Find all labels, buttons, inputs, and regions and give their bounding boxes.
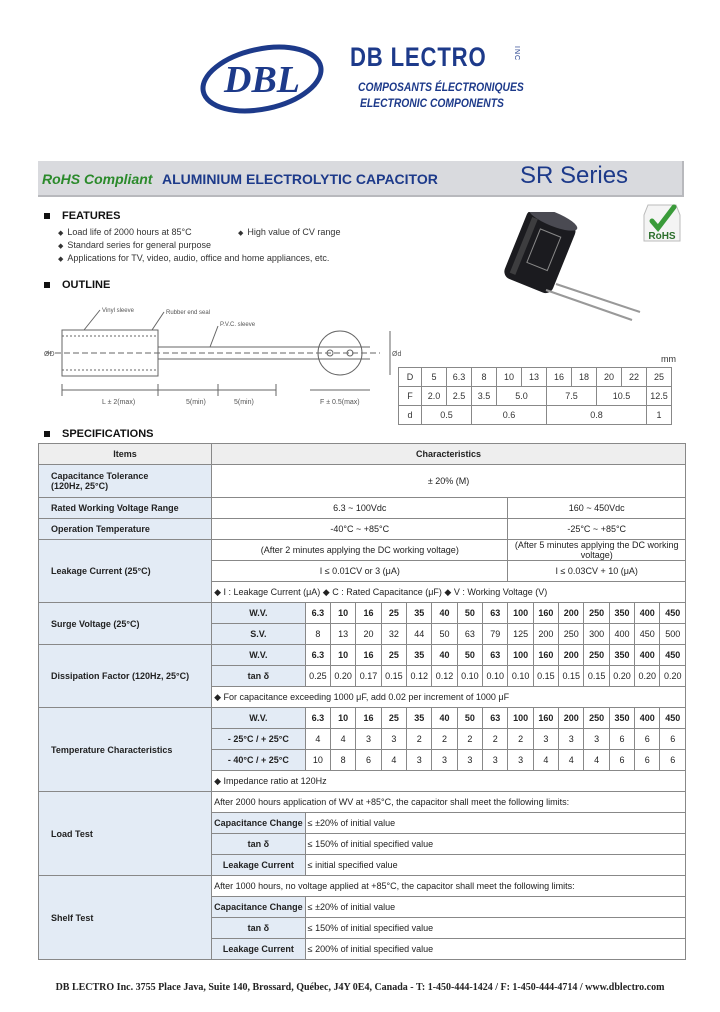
series-name: SR Series	[520, 162, 629, 189]
feature-item: ◆ Standard series for general purpose	[58, 240, 211, 250]
value-cell: 50	[457, 708, 482, 729]
value-cell: 0.25	[305, 666, 330, 687]
value-cell: 0.20	[660, 666, 686, 687]
value-cell: 100	[508, 645, 533, 666]
unit-label: mm	[661, 354, 676, 364]
value-cell: 6	[635, 729, 660, 750]
value-cell: 13	[331, 624, 356, 645]
load-test-label: Load Test	[39, 792, 212, 876]
temperature-char-label: Temperature Characteristics	[39, 708, 212, 792]
dim-row-label: D	[399, 368, 422, 387]
leakage-current-label: Leakage Current (25°C)	[39, 540, 212, 603]
value-cell: 250	[584, 708, 609, 729]
value-cell: 400	[609, 624, 634, 645]
table-row: Rated Working Voltage Range 6.3 ~ 100Vdc 160 ~ 450Vdc	[39, 498, 686, 519]
table-row: Capacitance Change ≤ ±20% of initial value	[39, 897, 686, 918]
value-cell: 6	[609, 729, 634, 750]
svg-text:5(min): 5(min)	[186, 399, 206, 406]
value-cell: 2	[407, 729, 432, 750]
value-cell: 400	[635, 603, 660, 624]
svg-text:Vinyl sleeve: Vinyl sleeve	[102, 308, 134, 314]
operation-temp-label: Operation Temperature	[39, 519, 212, 540]
value-cell: 63	[457, 624, 482, 645]
value-cell: 6	[660, 729, 686, 750]
value-cell: 400	[635, 645, 660, 666]
value-cell: 200	[559, 708, 584, 729]
value-cell: 79	[483, 624, 508, 645]
svg-text:F ± 0.5(max): F ± 0.5(max)	[320, 399, 360, 406]
value-cell: 160	[533, 645, 558, 666]
table-row: Shelf Test After 1000 hours, no voltage applied at +85°C, the capacitor shall meet the following limits:	[39, 876, 686, 897]
value-cell: 0.10	[483, 666, 508, 687]
value-cell: 200	[559, 645, 584, 666]
product-title: ALUMINIUM ELECTROLYTIC CAPACITOR	[162, 171, 438, 187]
value-cell: 250	[584, 645, 609, 666]
value-cell: 40	[432, 645, 457, 666]
value-cell: 350	[609, 603, 634, 624]
value-cell: 3	[559, 729, 584, 750]
value-cell: 0.20	[635, 666, 660, 687]
items-header: Items	[39, 444, 212, 465]
svg-text:Ød: Ød	[392, 351, 402, 358]
value-cell: 250	[559, 624, 584, 645]
table-row: Operation Temperature -40°C ~ +85°C -25°C ~ +85°C	[39, 519, 686, 540]
value-cell: 20	[356, 624, 381, 645]
value-cell: 0.15	[559, 666, 584, 687]
specifications-heading: SPECIFICATIONS	[44, 428, 153, 440]
value-cell: 25	[381, 603, 406, 624]
value-cell: 10	[331, 603, 356, 624]
value-cell: 3	[483, 750, 508, 771]
value-cell: 0.20	[609, 666, 634, 687]
table-row: F 2.0 2.5 3.5 5.0 7.5 10.5 12.5	[399, 387, 672, 406]
outline-heading: OUTLINE	[44, 279, 110, 291]
value-cell: 160	[533, 708, 558, 729]
capacitor-photo	[494, 212, 644, 324]
value-cell: 44	[407, 624, 432, 645]
value-cell: 4	[559, 750, 584, 771]
rohs-badge-text: RoHS	[648, 231, 676, 242]
table-row: Capacitance Change ≤ ±20% of initial value	[39, 813, 686, 834]
value-cell: 6	[609, 750, 634, 771]
table-row: S.V. 8 13 20 32 44 50 63 79 125 200 250 300 400 450 500	[39, 624, 686, 645]
value-cell: 10	[305, 750, 330, 771]
table-row: Surge Voltage (25°C) W.V. 6.3 10 16 25 35 40 50 63 100 160 200 250 350 400 450	[39, 603, 686, 624]
value-cell: 40	[432, 603, 457, 624]
value-cell: 350	[609, 708, 634, 729]
value-cell: 0.17	[356, 666, 381, 687]
feature-item: ◆ High value of CV range	[238, 227, 340, 237]
svg-text:L ± 2(max): L ± 2(max)	[102, 399, 136, 406]
value-cell: 250	[584, 603, 609, 624]
value-cell: 6	[635, 750, 660, 771]
rated-voltage-label: Rated Working Voltage Range	[39, 498, 212, 519]
shelf-test-label: Shelf Test	[39, 876, 212, 960]
svg-text:5(min): 5(min)	[234, 399, 254, 406]
table-row	[39, 444, 686, 465]
value-cell: 0.20	[331, 666, 356, 687]
value-cell: 50	[457, 603, 482, 624]
footer-contact: DB LECTRO Inc. 3755 Place Java, Suite 140, Brossard, Québec, J4Y 0E4, Canada - T: 1-450-444-1424 / F: 1-450-444-4714 / www.dblectro.com	[55, 982, 665, 993]
table-row: - 25°C / + 25°C 4 4 3 3 2 2 2 2 2 3 3 3 6 6 6	[39, 729, 686, 750]
value-cell: 25	[381, 708, 406, 729]
value-cell: 63	[483, 708, 508, 729]
brand-inc: INC	[513, 46, 520, 62]
specifications-table	[38, 443, 686, 960]
value-cell: 63	[483, 645, 508, 666]
value-cell: 2	[483, 729, 508, 750]
value-cell: 3	[508, 750, 533, 771]
value-cell: 8	[331, 750, 356, 771]
table-row: tan δ ≤ 150% of initial specified value	[39, 918, 686, 939]
value-cell: 35	[407, 603, 432, 624]
value-cell: 200	[533, 624, 558, 645]
table-row: - 40°C / + 25°C 10 8 6 4 3 3 3 3 3 4 4 4 6 6 6	[39, 750, 686, 771]
table-row: ◆ Impedance ratio at 120Hz	[39, 771, 686, 792]
outline-drawing	[40, 300, 402, 412]
svg-text:P.V.C. sleeve: P.V.C. sleeve	[220, 322, 256, 328]
value-cell: 0.10	[457, 666, 482, 687]
value-cell: 4	[331, 729, 356, 750]
table-row: ◆ I : Leakage Current (μA) ◆ C : Rated Capacitance (μF) ◆ V : Working Voltage (V)	[39, 582, 686, 603]
value-cell: 2	[508, 729, 533, 750]
value-cell: 100	[508, 708, 533, 729]
value-cell: 4	[584, 750, 609, 771]
value-cell: 0.10	[508, 666, 533, 687]
svg-text:ØD: ØD	[44, 351, 55, 358]
brand-name: DB LECTRO	[350, 42, 487, 72]
feature-item: ◆ Load life of 2000 hours at 85°C	[58, 227, 192, 237]
value-cell: 300	[584, 624, 609, 645]
value-cell: 50	[432, 624, 457, 645]
value-cell: 35	[407, 645, 432, 666]
value-cell: 25	[381, 645, 406, 666]
value-cell: 0.15	[533, 666, 558, 687]
value-cell: 450	[660, 645, 686, 666]
table-row: I ≤ 0.01CV or 3 (μA) I ≤ 0.03CV + 10 (μA)	[39, 561, 686, 582]
value-cell: 400	[635, 708, 660, 729]
value-cell: 16	[356, 645, 381, 666]
value-cell: 0.12	[432, 666, 457, 687]
value-cell: 450	[660, 708, 686, 729]
value-cell: 4	[381, 750, 406, 771]
value-cell: 3	[432, 750, 457, 771]
value-cell: 16	[356, 708, 381, 729]
value-cell: 160	[533, 603, 558, 624]
table-row: Leakage Current (25°C) (After 2 minutes applying the DC working voltage) (After 5 minutes applying the DC working voltage)	[39, 540, 686, 561]
tagline-fr: COMPOSANTS ÉLECTRONIQUES	[358, 80, 524, 94]
surge-voltage-label: Surge Voltage (25°C)	[39, 603, 212, 645]
dim-row-label: d	[399, 406, 422, 425]
value-cell: 6.3	[305, 708, 330, 729]
value-cell: 6	[660, 750, 686, 771]
features-heading: FEATURES	[44, 210, 120, 222]
value-cell: 32	[381, 624, 406, 645]
table-row: Capacitance Tolerance (120Hz, 25°C) ± 20% (M)	[39, 465, 686, 498]
value-cell: 50	[457, 645, 482, 666]
value-cell: 3	[533, 729, 558, 750]
dbl-logo	[198, 44, 326, 114]
rohs-compliant-label: RoHS Compliant	[42, 171, 153, 187]
value-cell: 3	[407, 750, 432, 771]
value-cell: 35	[407, 708, 432, 729]
table-row: d 0.5 0.6 0.8 1	[399, 406, 672, 425]
table-row: Leakage Current ≤ 200% of initial specified value	[39, 939, 686, 960]
value-cell: 350	[609, 645, 634, 666]
cap-tolerance-label: Capacitance Tolerance (120Hz, 25°C)	[39, 465, 212, 498]
value-cell: 6.3	[305, 603, 330, 624]
characteristics-header: Characteristics	[212, 444, 686, 465]
value-cell: 450	[660, 603, 686, 624]
table-row: Dissipation Factor (120Hz, 25°C) W.V. 6.3 10 16 25 35 40 50 63 100 160 200 250 350 400 450	[39, 645, 686, 666]
value-cell: 0.15	[584, 666, 609, 687]
table-row: Temperature Characteristics W.V. 6.3 10 16 25 35 40 50 63 100 160 200 250 350 400 450	[39, 708, 686, 729]
value-cell: 6.3	[305, 645, 330, 666]
value-cell: 500	[660, 624, 686, 645]
value-cell: 100	[508, 603, 533, 624]
value-cell: 3	[356, 729, 381, 750]
dissipation-factor-label: Dissipation Factor (120Hz, 25°C)	[39, 645, 212, 708]
value-cell: 4	[305, 729, 330, 750]
value-cell: 40	[432, 708, 457, 729]
rohs-badge-icon	[640, 201, 684, 245]
value-cell: 3	[381, 729, 406, 750]
value-cell: 3	[457, 750, 482, 771]
table-row: tan δ 0.25 0.20 0.17 0.15 0.12 0.12 0.10 0.10 0.10 0.15 0.15 0.15 0.20 0.20 0.20	[39, 666, 686, 687]
dimension-table	[398, 367, 672, 425]
value-cell: 10	[331, 708, 356, 729]
value-cell: 16	[356, 603, 381, 624]
value-cell: 0.15	[381, 666, 406, 687]
value-cell: 125	[508, 624, 533, 645]
value-cell: 3	[584, 729, 609, 750]
value-cell: 6	[356, 750, 381, 771]
value-cell: 63	[483, 603, 508, 624]
feature-item: ◆ Applications for TV, video, audio, office and home appliances, etc.	[58, 253, 329, 263]
value-cell: 10	[331, 645, 356, 666]
table-row: D 5 6.3 8 10 13 16 18 20 22 25	[399, 368, 672, 387]
dim-row-label: F	[399, 387, 422, 406]
table-row: Leakage Current ≤ initial specified value	[39, 855, 686, 876]
value-cell: 8	[305, 624, 330, 645]
svg-text:Rubber end seal: Rubber end seal	[166, 310, 211, 316]
value-cell: 2	[457, 729, 482, 750]
table-row: tan δ ≤ 150% of initial specified value	[39, 834, 686, 855]
value-cell: 450	[635, 624, 660, 645]
logo-text: DBL	[224, 59, 300, 101]
value-cell: 4	[533, 750, 558, 771]
value-cell: 200	[559, 603, 584, 624]
table-row: Load Test After 2000 hours application of WV at +85°C, the capacitor shall meet the following limits:	[39, 792, 686, 813]
value-cell: 0.12	[407, 666, 432, 687]
value-cell: 2	[432, 729, 457, 750]
table-row: ◆ For capacitance exceeding 1000 μF, add 0.02 per increment of 1000 μF	[39, 687, 686, 708]
tagline-en: ELECTRONIC COMPONENTS	[360, 96, 504, 110]
